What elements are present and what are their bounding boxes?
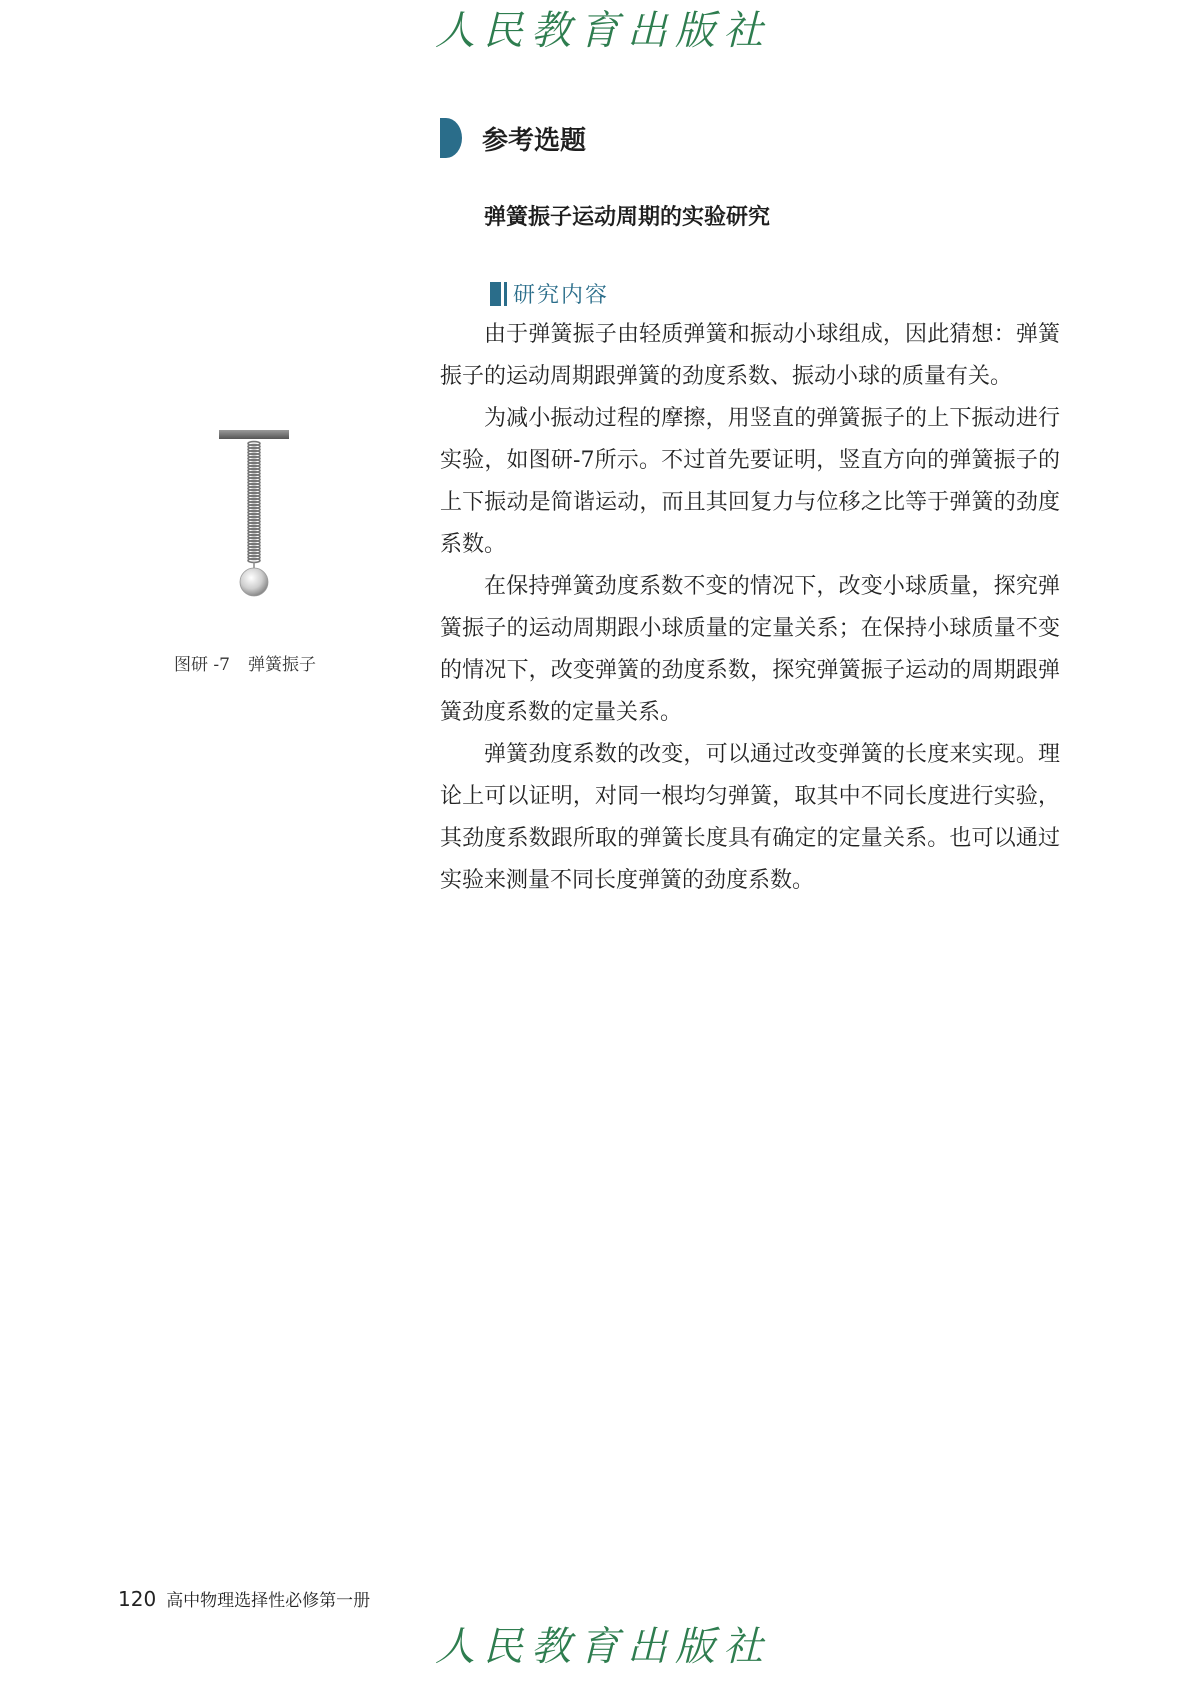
section-title: 参考选题 <box>482 125 587 156</box>
paragraph: 为减小振动过程的摩擦，用竖直的弹簧振子的上下振动进行实验，如图研-7所示。不过首先要证明，竖直方向的弹簧振子的上下振动是简谐运动，而且其回复力与位移之比等于弹簧的劲度系数。 <box>440 406 1060 557</box>
paragraph: 由于弹簧振子由轻质弹簧和振动小球组成，因此猜想：弹簧振子的运动周期跟弹簧的劲度系数、振动小球的质量有关。 <box>440 322 1060 389</box>
topic-title: 弹簧振子运动周期的实验研究 <box>484 205 771 230</box>
spring-oscillator-figure <box>180 430 360 670</box>
subsection-heading-text: 研究内容 <box>513 283 610 308</box>
subsection-marker-icon <box>490 282 507 306</box>
body-text <box>440 314 1060 902</box>
subsection-heading <box>490 278 609 309</box>
figure-caption <box>174 650 316 675</box>
oscillator-ball <box>240 568 268 596</box>
section-marker-icon <box>440 118 462 158</box>
section-header <box>440 116 586 160</box>
book-title: 高中物理选择性必修第一册 <box>166 1591 371 1611</box>
figure-label: 图研 -7 <box>174 655 230 675</box>
spring-oscillator-diagram <box>180 430 360 650</box>
publisher-logo-top: 人民教育出版社 <box>435 8 771 54</box>
paragraph: 弹簧劲度系数的改变，可以通过改变弹簧的长度来实现。理论上可以证明，对同一根均匀弹簧，取其中不同长度进行实验，其劲度系数跟所取的弹簧长度具有确定的定量关系。也可以通过实验来测量不同长度弹簧的劲度系数。 <box>440 742 1060 893</box>
spring-coil-loop <box>248 559 260 563</box>
page-number: 120 <box>118 1587 157 1611</box>
figure-caption-text: 弹簧振子 <box>247 655 316 675</box>
spring-coil <box>248 442 260 563</box>
publisher-logo-bottom: 人民教育出版社 <box>435 1624 771 1670</box>
paragraph: 在保持弹簧劲度系数不变的情况下，改变小球质量，探究弹簧振子的运动周期跟小球质量的定量关系；在保持小球质量不变的情况下，改变弹簧的劲度系数，探究弹簧振子运动的周期跟弹簧劲度系数的定量关系。 <box>440 574 1060 725</box>
ceiling-support <box>219 430 289 439</box>
page-footer <box>118 1586 370 1611</box>
